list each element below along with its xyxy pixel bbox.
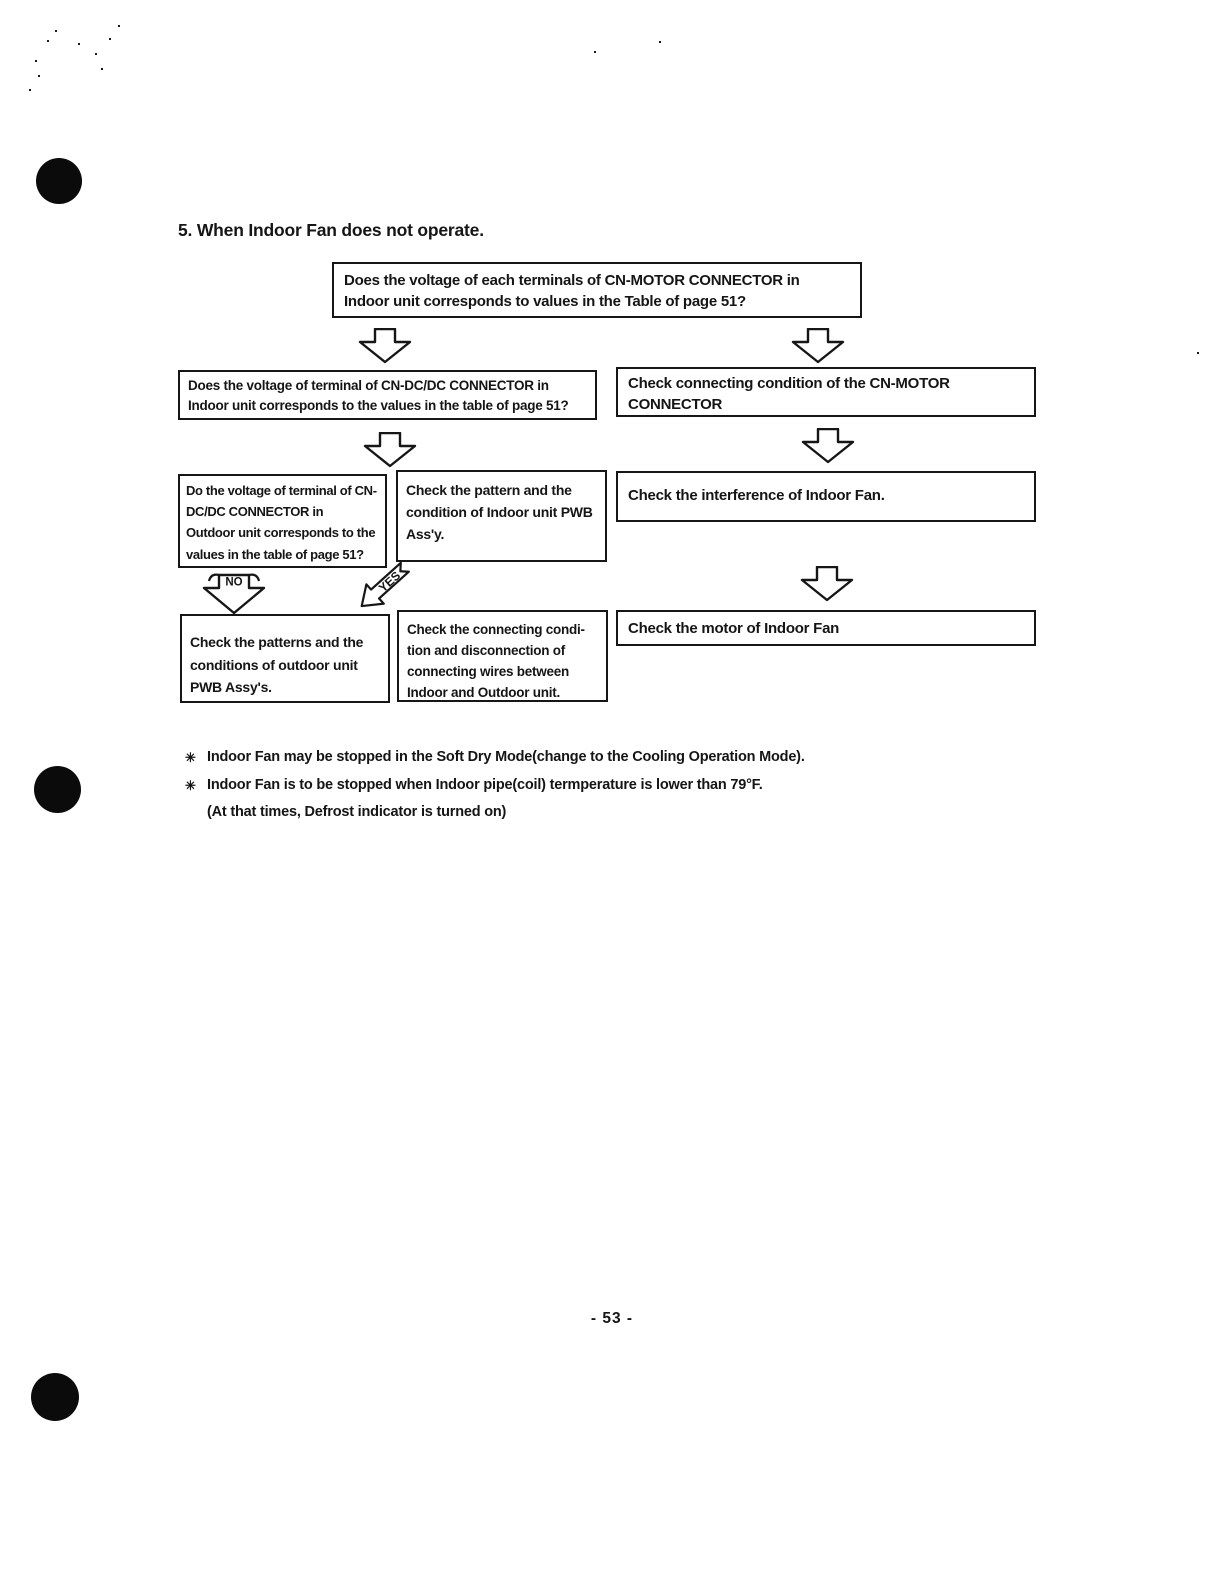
- flow-box-check-wires: [397, 610, 608, 702]
- asterisk-icon: [185, 799, 207, 827]
- down-arrow-icon: [363, 432, 417, 468]
- flow-box-line: PWB Assy's.: [190, 679, 272, 695]
- yes-label: YES: [375, 568, 404, 595]
- footnote-text: (At that times, Defrost indicator is turned on): [207, 804, 507, 820]
- section-title: 5. When Indoor Fan does not operate.: [178, 220, 484, 240]
- page-number: - 53 -: [590, 1310, 634, 1327]
- flow-box-line: Outdoor unit corresponds to the: [186, 525, 376, 541]
- footnote-text: Indoor Fan may be stopped in the Soft Dry Mode(change to the Cooling Operation Mode).: [207, 749, 805, 765]
- flow-box-line: Check the motor of Indoor Fan: [628, 620, 840, 637]
- no-label: NO: [225, 576, 243, 589]
- flow-box-line: Do the voltage of terminal of CN-: [186, 483, 377, 498]
- flow-box-line: Indoor and Outdoor unit.: [407, 685, 560, 700]
- flow-box-line: Check the interference of Indoor Fan.: [628, 487, 885, 504]
- flow-box-line: Check connecting condition of the CN-MOTOR: [628, 375, 950, 392]
- flow-box-cn-dcdc-outdoor-question: [178, 474, 387, 568]
- flow-box-line: condition of Indoor unit PWB: [406, 504, 593, 520]
- flow-box-line: Does the voltage of terminal of CN-DC/DC CONNECTOR in: [188, 378, 549, 393]
- flow-box-check-cn-motor: [616, 367, 1036, 417]
- no-arrow-icon: [198, 572, 270, 616]
- flow-box-line: Indoor unit corresponds to values in the Table of page 51?: [344, 293, 746, 310]
- flow-box-line: DC/DC CONNECTOR in: [186, 504, 324, 520]
- punch-hole-middle: [34, 766, 81, 813]
- flow-box-line: Ass'y.: [406, 526, 445, 542]
- flow-box-line: Check the pattern and the: [406, 482, 572, 498]
- asterisk-icon: ✳: [185, 750, 196, 765]
- flow-box-line: CONNECTOR: [628, 396, 723, 413]
- footnote-text: Indoor Fan is to be stopped when Indoor pipe(coil) termperature is lower than 79°F.: [207, 776, 763, 793]
- down-arrow-icon: [791, 328, 845, 364]
- flow-box-line: Check the connecting condi-: [407, 622, 585, 637]
- flow-box-line: Check the patterns and the: [190, 634, 364, 650]
- flow-box-check-motor: [616, 610, 1036, 646]
- asterisk-icon: ✳: [185, 777, 196, 793]
- footnote: [185, 772, 805, 800]
- flow-box-line: Does the voltage of each terminals of CN-MOTOR CONNECTOR in: [344, 272, 800, 289]
- down-arrow-icon: [800, 566, 854, 602]
- footnote: [185, 799, 805, 827]
- flow-box-cn-motor-voltage-question: [332, 262, 862, 318]
- down-arrow-icon: [358, 328, 412, 364]
- footnotes: [185, 744, 805, 827]
- flow-box-line: conditions of outdoor unit: [190, 656, 358, 673]
- flow-box-line: Indoor unit corresponds to the values in the table of page 51?: [188, 398, 569, 413]
- scan-specks: [0, 0, 2, 2]
- flow-box-cn-dcdc-indoor-question: [178, 370, 597, 420]
- flow-box-check-interference: [616, 471, 1036, 522]
- flow-box-check-indoor-pwb: [396, 470, 607, 562]
- punch-hole-top: [36, 158, 82, 204]
- punch-hole-bottom: [31, 1373, 79, 1421]
- flow-box-check-outdoor-pwb: [180, 614, 390, 703]
- flow-box-line: tion and disconnection of: [407, 643, 565, 658]
- down-arrow-icon: [801, 428, 855, 464]
- flow-box-line: values in the table of page 51?: [186, 546, 364, 562]
- flow-box-line: connecting wires between: [407, 664, 570, 679]
- footnote: [185, 744, 805, 772]
